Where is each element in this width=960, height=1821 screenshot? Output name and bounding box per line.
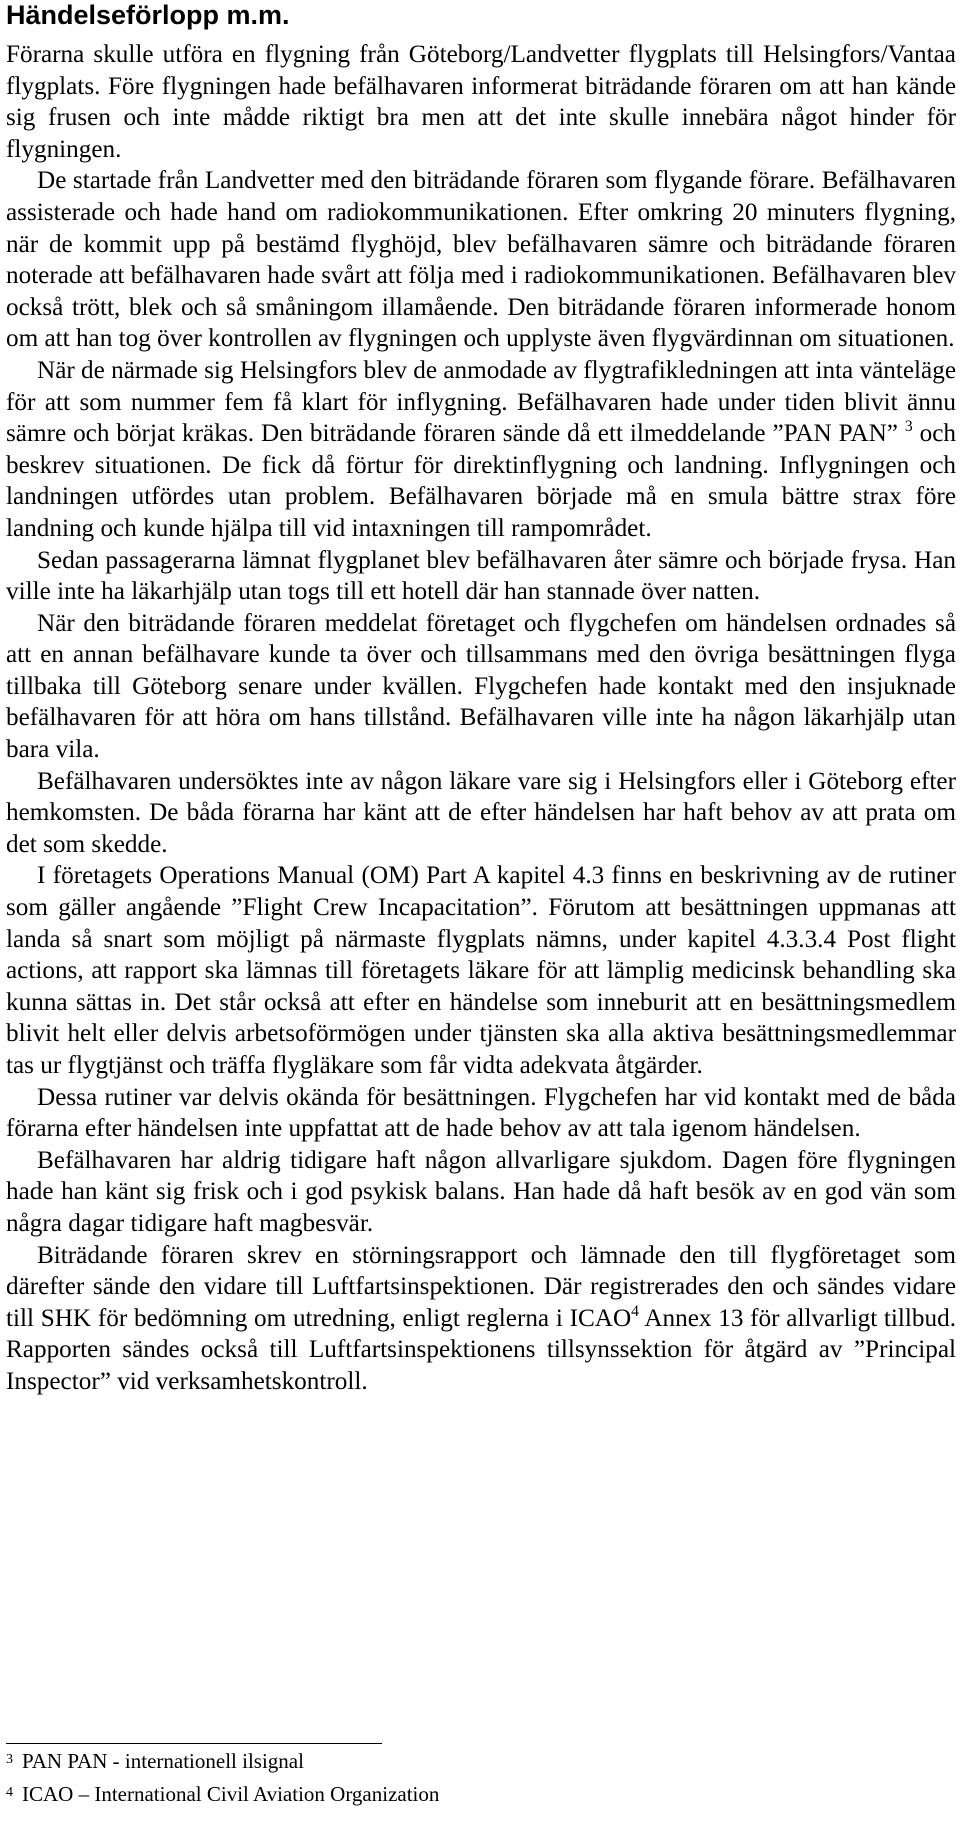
footnote-ref-3: 3	[904, 417, 913, 435]
paragraph-5: När den biträdande föraren meddelat företaget och flygchefen om händelsen ordnades så att en annan befälhavare kunde ta över och tillsammans med den övriga besättningen flyga tillbaka till Göteborg senare under kvällen. Flygchefen hade kontakt med den insjuknade befälhavaren för att höra om hans tillstånd. Befälhavaren ville inte ha någon läkarhjälp utan bara vila.	[6, 609, 956, 764]
footnote-4: 4 ICAO – International Civil Aviation Organization	[6, 1781, 440, 1806]
paragraph-8: Dessa rutiner var delvis okända för besättningen. Flygchefen har vid kontakt med de båda förarna efter händelsen inte uppfattat att de hade behov av att tala igenom händelsen.	[6, 1083, 956, 1143]
paragraph-6: Befälhavaren undersöktes inte av någon läkare vare sig i Helsingfors eller i Göteborg efter hemkomsten. De båda förarna har känt att de efter händelsen har haft behov av att prata om det som skedde.	[6, 767, 956, 858]
footnote-3: 3 PAN PAN - internationell ilsignal	[6, 1748, 304, 1773]
paragraph-9: Befälhavaren har aldrig tidigare haft någon allvarligare sjukdom. Dagen före flygningen hade han känt sig frisk och i god psykisk balans. Han hade då haft besök av en god vän som några dagar tidigare haft magbesvär.	[6, 1146, 956, 1237]
paragraph-7: I företagets Operations Manual (OM) Part A kapitel 4.3 finns en beskrivning av de rutiner som gäller angående ”Flight Crew Incapacitation”. Förutom att besättningen uppmanas att landa så snart som möjligt på närmaste flygplats nämns, under kapitel 4.3.3.4 Post flight actions, att rapport ska lämnas till företagets läkare för att lämplig medicinsk behandling ska kunna sättas in. Det står också att efter en händelse som inneburit att en besättningsmedlem blivit helt eller delvis arbetsoförmögen under tjänsten ska alla aktiva besättningsmedlemmar tas ur flygtjänst och träffa flygläkare som får vidta adekvata åtgärder.	[6, 862, 956, 1079]
paragraph-1: Förarna skulle utföra en flygning från Göteborg/Landvetter flygplats till Helsingfors/Vantaa flygplats. Före flygningen hade befälhavaren informerat biträdande föraren om att han kände sig frusen och inte mådde riktigt bra men att det inte skulle innebära något hinder för flygningen.	[6, 41, 956, 163]
paragraph-4: Sedan passagerarna lämnat flygplanet blev befälhavaren åter sämre och började frysa. Han ville inte ha läkarhjälp utan togs till ett hotell där han stannade över natten.	[6, 546, 956, 606]
section-heading: Händelseförlopp m.m.	[6, 0, 290, 30]
paragraph-3: När de närmade sig Helsingfors blev de anmodade av flygtrafikledningen att inta vänteläge för att som nummer fem få klart för inflygning. Befälhavaren hade under tiden blivit ännu sämre och börjat kräkas. Den biträdande föraren sände då ett ilmeddelande ”PAN PAN” $^3$ och beskrev situationen. De fick då förtur för direktinflygning och landning. Inflygningen och landningen utfördes utan problem. Befälhavaren började må en smula bättre strax före landning och kunde hjälpa till vid intaxningen till rampområdet.	[6, 356, 957, 542]
paragraph-10: Biträdande föraren skrev en störningsrapport och lämnade den till flygföretaget som därefter sände den vidare till Luftfartsinspektionen. Där registrerades den och sändes vidare till SHK för bedömning om utredning, enligt reglerna i ICAO$^4$ Annex 13 för allvarligt tillbud. Rapporten sändes också till Luftfartsinspektionens tillsynssektion för åtgärd av ”Principal Inspector” vid verksamhetskontroll.	[6, 1241, 956, 1395]
footnote-ref-4: 4	[631, 1302, 639, 1320]
paragraph-2: De startade från Landvetter med den biträdande föraren som flygande förare. Befälhavaren assisterade och hade hand om radiokommunikationen. Efter omkring 20 minuters flygning, när de kommit upp på bestämd flyghöjd, blev befälhavaren sämre och biträdande föraren noterade att befälhavaren hade svårt att följa med i radiokommunikationen. Befälhavaren blev också trött, blek och så småningom illamående. Den biträdande föraren informerade honom om att han tog över kontrollen av flygningen och upplyste även flygvärdinnan om situationen.	[6, 167, 956, 353]
footnotes	[6, 1748, 956, 1810]
body-text	[6, 39, 956, 1398]
